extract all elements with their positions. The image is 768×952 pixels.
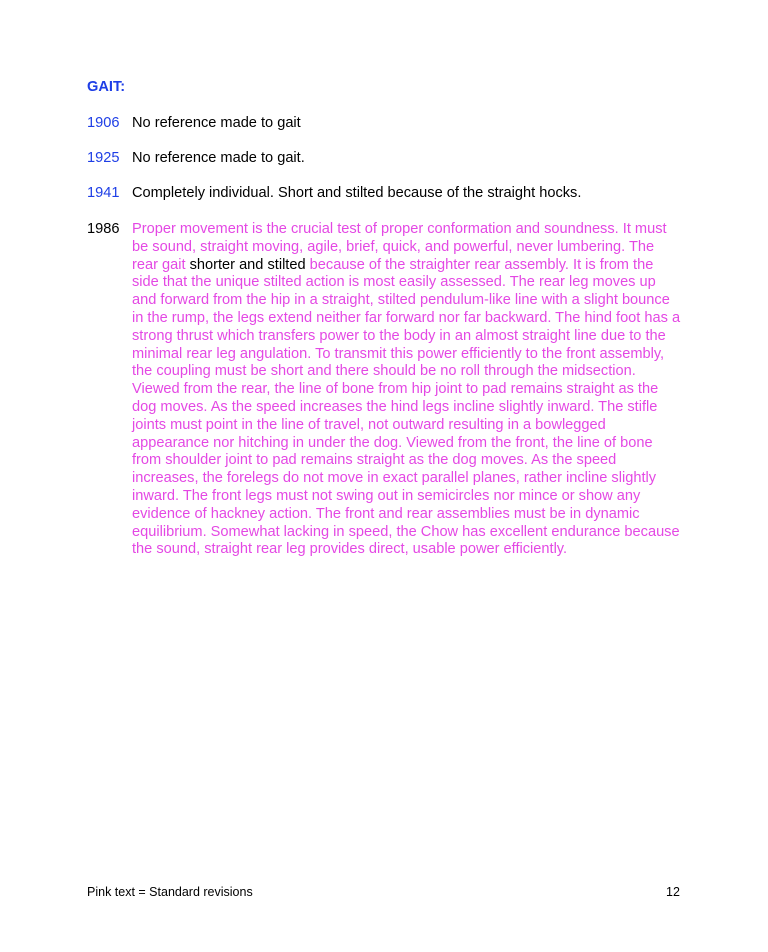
entry-1906 [87,115,687,133]
entry-text: No reference made to gait [132,115,301,131]
entry-year: 1986 [87,221,120,237]
entry-1986 [87,221,687,559]
entry-text: No reference made to gait. [132,150,305,166]
section-heading: GAIT: [87,79,126,95]
page-number: 12 [666,885,680,899]
entry-1925 [87,150,687,168]
revised-text: Proper movement is the crucial test of proper conformation and soundness. It must be sound, straight moving, agile, brief, quick, and powerful, never lumbering. The rear gait [132,221,667,273]
entry-year: 1906 [87,115,120,131]
entry-text [132,221,682,559]
revised-text: because of the straighter rear assembly. It is from the side that the unique stilted action is most easily assessed. The rear leg moves up and forward from the hip in a straight, stilted pendulum-like line with a slight bounce in the rump, the legs extend neither far forward nor far backward. The hind foot has a strong thrust which transfers power to the body in an almost straight line due to the minimal rear leg angulation. To transmit this power efficiently to the front assembly, the coupling must be short and there should be no roll through the midsection. Viewed from the rear, the line of bone from hip joint to pad remains straight as the dog moves. As the speed increases the hind legs incline slightly inward. The stifle joints must point in the line of travel, not outward resulting in a bowlegged appearance nor hitching in under the dog. Viewed from the front, the line of bone from shoulder joint to pad remains straight as the dog moves. As the speed increases, the forelegs do not move in exact parallel planes, rather incline slightly inward. The front legs must not swing out in semicircles nor mince or show any evidence of hackney action. The front and rear assemblies must be in dynamic equilibrium. Somewhat lacking in speed, the Chow has excellent endurance because the sound, straight rear leg provides direct, usable power efficiently. [132,256,681,558]
entry-year: 1941 [87,185,120,201]
entry-1941 [87,185,687,203]
entry-text: Completely individual. Short and stilted because of the straight hocks. [132,185,582,201]
original-text: shorter and stilted [189,256,306,273]
entry-year: 1925 [87,150,120,166]
footer-note: Pink text = Standard revisions [87,885,253,899]
